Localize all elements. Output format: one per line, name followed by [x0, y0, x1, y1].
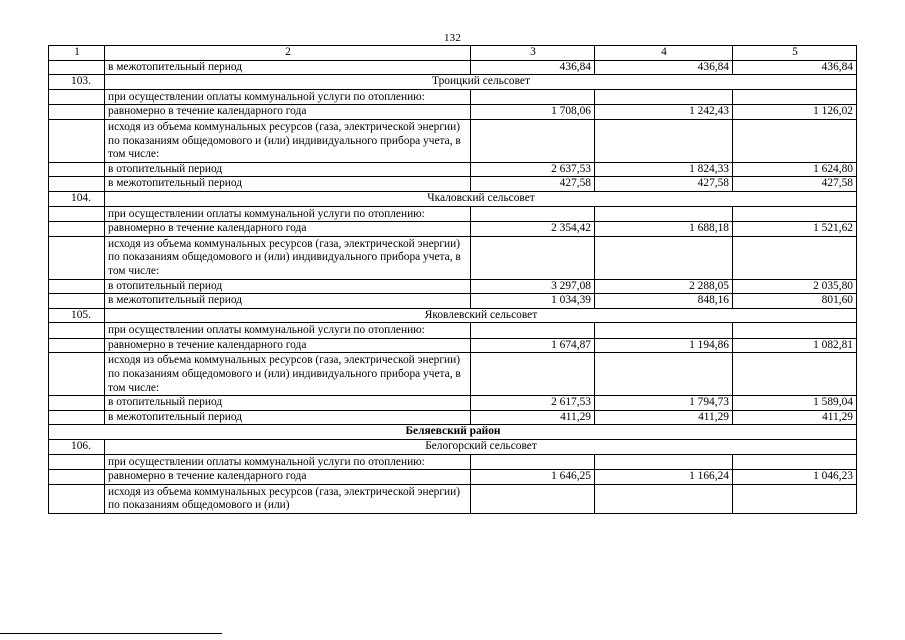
header-col-3: 3 — [471, 46, 595, 61]
value-cell — [471, 236, 595, 279]
value-cell: 1 674,87 — [471, 338, 595, 353]
empty-cell — [49, 396, 105, 411]
value-cell: 2 354,42 — [471, 222, 595, 237]
value-cell: 436,84 — [733, 60, 857, 75]
value-cell: 427,58 — [733, 177, 857, 192]
table-row — [49, 396, 857, 411]
row-label: равномерно в течение календарного года — [105, 222, 471, 237]
value-cell: 1 624,80 — [733, 162, 857, 177]
table-row — [49, 89, 857, 105]
value-cell — [733, 206, 857, 222]
header-col-5: 5 — [733, 46, 857, 61]
empty-cell — [49, 236, 105, 279]
table-row — [49, 105, 857, 120]
header-col-2: 2 — [105, 46, 471, 61]
page-number: 132 — [443, 32, 462, 44]
table-row — [49, 294, 857, 309]
table-row — [49, 470, 857, 485]
empty-cell — [49, 323, 105, 339]
value-cell — [471, 206, 595, 222]
value-cell: 801,60 — [733, 294, 857, 309]
value-cell: 411,29 — [733, 410, 857, 425]
table-row — [49, 323, 857, 339]
value-cell: 436,84 — [471, 60, 595, 75]
row-label: при осуществлении оплаты коммунальной услуги по отоплению: — [105, 89, 471, 105]
value-cell — [595, 484, 733, 513]
value-cell — [471, 454, 595, 470]
value-cell: 1 126,02 — [733, 105, 857, 120]
header-col-4: 4 — [595, 46, 733, 61]
tariff-table — [48, 45, 857, 514]
header-row — [49, 46, 857, 61]
empty-cell — [49, 105, 105, 120]
table-row — [49, 177, 857, 192]
section-index: 105. — [49, 308, 105, 323]
row-label: в отопительный период — [105, 162, 471, 177]
row-label: в отопительный период — [105, 279, 471, 294]
value-cell: 1 708,06 — [471, 105, 595, 120]
value-cell — [471, 484, 595, 513]
value-cell — [595, 353, 733, 396]
value-cell — [471, 119, 595, 162]
value-cell — [595, 454, 733, 470]
value-cell — [733, 89, 857, 105]
value-cell — [733, 236, 857, 279]
header-col-1: 1 — [49, 46, 105, 61]
empty-cell — [49, 162, 105, 177]
value-cell: 436,84 — [595, 60, 733, 75]
value-cell — [595, 206, 733, 222]
empty-cell — [49, 89, 105, 105]
empty-cell — [49, 484, 105, 513]
section-title: Троицкий сельсовет — [105, 75, 857, 90]
section-row — [49, 308, 857, 323]
value-cell: 411,29 — [471, 410, 595, 425]
value-cell: 1 824,33 — [595, 162, 733, 177]
section-title: Яковлевский сельсовет — [105, 308, 857, 323]
empty-cell — [49, 410, 105, 425]
row-label: исходя из объема коммунальных ресурсов (газа, электрической энергии) по показаниям общедомового и (или) индивидуального прибора учета, в том числе: — [105, 353, 471, 396]
row-label: в межотопительный период — [105, 410, 471, 425]
value-cell: 848,16 — [595, 294, 733, 309]
empty-cell — [49, 454, 105, 470]
section-row — [49, 75, 857, 90]
value-cell — [733, 119, 857, 162]
table-row — [49, 236, 857, 279]
empty-cell — [49, 470, 105, 485]
value-cell — [733, 353, 857, 396]
value-cell: 2 617,53 — [471, 396, 595, 411]
value-cell: 411,29 — [595, 410, 733, 425]
value-cell: 427,58 — [595, 177, 733, 192]
section-index: 104. — [49, 191, 105, 206]
value-cell — [733, 454, 857, 470]
value-cell — [471, 89, 595, 105]
value-cell: 1 166,24 — [595, 470, 733, 485]
value-cell — [471, 353, 595, 396]
value-cell: 1 242,43 — [595, 105, 733, 120]
section-index: 103. — [49, 75, 105, 90]
table-row — [49, 338, 857, 353]
value-cell — [595, 236, 733, 279]
table-row — [49, 222, 857, 237]
section-title: Чкаловский сельсовет — [105, 191, 857, 206]
row-label: исходя из объема коммунальных ресурсов (газа, электрической энергии) по показаниям общедомового и (или) индивидуального прибора учета, в том числе: — [105, 236, 471, 279]
row-label: в межотопительный период — [105, 294, 471, 309]
table-row — [49, 484, 857, 513]
value-cell: 1 646,25 — [471, 470, 595, 485]
region-row — [49, 425, 857, 440]
value-cell: 427,58 — [471, 177, 595, 192]
row-label: равномерно в течение календарного года — [105, 338, 471, 353]
section-row — [49, 191, 857, 206]
table-row — [49, 162, 857, 177]
value-cell: 1 194,86 — [595, 338, 733, 353]
value-cell: 1 521,62 — [733, 222, 857, 237]
table-row — [49, 206, 857, 222]
value-cell: 1 034,39 — [471, 294, 595, 309]
table-row — [49, 119, 857, 162]
value-cell: 1 046,23 — [733, 470, 857, 485]
empty-cell — [49, 279, 105, 294]
row-label: при осуществлении оплаты коммунальной услуги по отоплению: — [105, 454, 471, 470]
table-row — [49, 60, 857, 75]
row-label: в межотопительный период — [105, 177, 471, 192]
empty-cell — [49, 206, 105, 222]
table-row — [49, 279, 857, 294]
region-title: Беляевский район — [49, 425, 857, 440]
empty-cell — [49, 222, 105, 237]
row-label: исходя из объема коммунальных ресурсов (газа, электрической энергии) по показаниям общедомового и (или) индивидуального прибора учета, в том числе: — [105, 119, 471, 162]
empty-cell — [49, 60, 105, 75]
section-title: Белогорский сельсовет — [105, 440, 857, 455]
row-label: равномерно в течение календарного года — [105, 105, 471, 120]
row-label: в отопительный период — [105, 396, 471, 411]
table-row — [49, 353, 857, 396]
row-label: в межотопительный период — [105, 60, 471, 75]
empty-cell — [49, 177, 105, 192]
footnote-rule — [0, 633, 222, 634]
section-row — [49, 440, 857, 455]
value-cell — [595, 119, 733, 162]
value-cell: 2 637,53 — [471, 162, 595, 177]
table-row — [49, 410, 857, 425]
empty-cell — [49, 338, 105, 353]
section-index: 106. — [49, 440, 105, 455]
value-cell: 1 082,81 — [733, 338, 857, 353]
value-cell — [733, 323, 857, 339]
row-label: при осуществлении оплаты коммунальной услуги по отоплению: — [105, 206, 471, 222]
value-cell: 1 794,73 — [595, 396, 733, 411]
value-cell — [595, 323, 733, 339]
row-label: равномерно в течение календарного года — [105, 470, 471, 485]
row-label: при осуществлении оплаты коммунальной услуги по отоплению: — [105, 323, 471, 339]
empty-cell — [49, 353, 105, 396]
empty-cell — [49, 119, 105, 162]
row-label: исходя из объема коммунальных ресурсов (газа, электрической энергии) по показаниям общедомового и (или) — [105, 484, 471, 513]
table-row — [49, 454, 857, 470]
value-cell — [471, 323, 595, 339]
value-cell: 1 589,04 — [733, 396, 857, 411]
value-cell: 3 297,08 — [471, 279, 595, 294]
value-cell: 2 288,05 — [595, 279, 733, 294]
value-cell — [733, 484, 857, 513]
value-cell: 1 688,18 — [595, 222, 733, 237]
empty-cell — [49, 294, 105, 309]
value-cell: 2 035,80 — [733, 279, 857, 294]
value-cell — [595, 89, 733, 105]
